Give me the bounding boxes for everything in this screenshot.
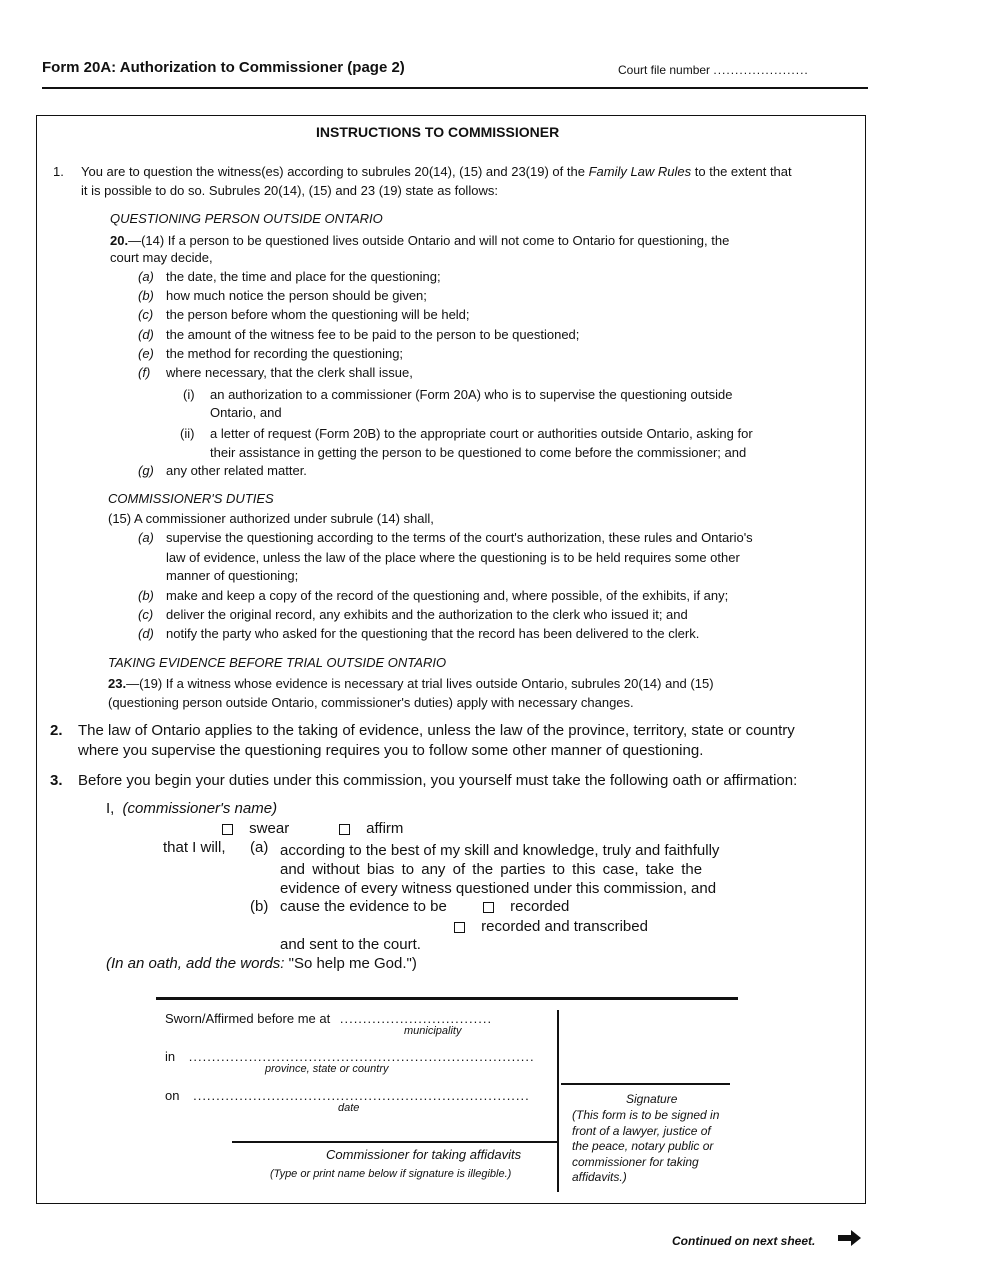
affirm-checkbox[interactable] <box>339 824 350 835</box>
recorded-option[interactable] <box>483 898 569 915</box>
list-item-text: notify the party who asked for the questioning that the record has been delivered to the clerk. <box>166 626 700 642</box>
sec1-sub-i-label: (i) <box>183 387 195 402</box>
court-file-dots: ...................... <box>713 63 809 77</box>
sec3-rule-line1 <box>108 676 714 691</box>
list-item <box>138 346 579 365</box>
oath-a-label: (a) <box>250 839 269 856</box>
recorded-transcribed-option[interactable] <box>454 918 648 935</box>
list-item <box>138 327 579 346</box>
sec3-rule-line2: (questioning person outside Ontario, commissioner's duties) apply with necessary changes. <box>108 695 634 710</box>
oath-name-line <box>106 800 277 817</box>
list-item-label: (f) <box>138 364 151 380</box>
in-line <box>165 1049 535 1064</box>
date-field[interactable]: ......................................................................... <box>193 1088 530 1103</box>
right-arrow-icon <box>838 1229 862 1252</box>
recorded-transcribed-checkbox[interactable] <box>454 922 465 933</box>
affirm-option[interactable] <box>339 820 403 837</box>
item2-line1: The law of Ontario applies to the taking of evidence, unless the law of the province, territory, state or country <box>78 722 795 739</box>
sec3-rule-text: —(19) If a witness whose evidence is necessary at trial lives outside Ontario, subrules 20(14) and (15) <box>126 676 714 691</box>
list-item-text: the method for recording the questioning; <box>166 345 404 361</box>
oath-note-italic: (In an oath, add the words: <box>106 955 285 972</box>
instructions-heading: INSTRUCTIONS TO COMMISSIONER <box>316 124 560 140</box>
commissioner-name-field: (commissioner's name) <box>122 800 278 817</box>
list-item-label: (c) <box>138 607 154 623</box>
list-item-label: (c) <box>138 307 154 323</box>
oath-sent: and sent to the court. <box>280 936 421 953</box>
list-item <box>138 288 579 307</box>
oath-b-label: (b) <box>250 898 269 915</box>
municipality-field[interactable]: ................................. <box>339 1011 493 1026</box>
in-label: in <box>165 1049 176 1064</box>
form-title: Form 20A: Authorization to Commissioner (page 2) <box>42 59 405 76</box>
sec1-g-label: (g) <box>138 463 154 478</box>
signature-note-line: the peace, notary public or <box>572 1139 714 1153</box>
municipality-caption: municipality <box>404 1025 462 1037</box>
family-law-rules: Family Law Rules <box>588 164 692 179</box>
signature-label: Signature <box>626 1092 678 1106</box>
list-item <box>138 307 579 326</box>
oath-i-label: I, <box>106 800 115 817</box>
list-item <box>138 626 728 645</box>
on-label: on <box>165 1088 180 1103</box>
signature-divider <box>557 1010 559 1192</box>
sec2-title: COMMISSIONER'S DUTIES <box>108 491 274 506</box>
sec1-g-text: any other related matter. <box>166 463 307 478</box>
sec1-sub-i-line1: an authorization to a commissioner (Form 20A) who is to supervise the questioning outside <box>210 387 733 402</box>
oath-a-line1: according to the best of my skill and knowledge, truly and faithfully <box>280 842 720 859</box>
list-item <box>138 269 579 288</box>
signature-note-line: affidavits.) <box>572 1170 627 1184</box>
continued-note: Continued on next sheet. <box>672 1234 816 1248</box>
list-item <box>138 365 579 384</box>
affirm-label: affirm <box>366 820 404 837</box>
sec1-sub-i-line2: Ontario, and <box>210 405 282 420</box>
province-caption: province, state or country <box>265 1063 389 1075</box>
item2-line2: where you supervise the questioning requires you to follow some other manner of questioning. <box>78 742 704 759</box>
list-item-label: (b) <box>138 588 154 603</box>
oath-a-line3: evidence of every witness questioned under this commission, and <box>280 880 717 897</box>
list-item-label: (a) <box>138 269 154 284</box>
sec1-title: QUESTIONING PERSON OUTSIDE ONTARIO <box>110 211 383 226</box>
sec2-rule: (15) A commissioner authorized under subrule (14) shall, <box>108 511 434 526</box>
list-item-text: the date, the time and place for the questioning; <box>166 269 441 284</box>
list-item-text: make and keep a copy of the record of the questioning and, where possible, of the exhibits, if any; <box>166 588 729 603</box>
list-item-text: the person before whom the questioning will be held; <box>166 307 470 323</box>
court-file-label: Court file number <box>618 63 711 77</box>
commissioner-note: (Type or print name below if signature is illegible.) <box>270 1168 512 1180</box>
list-item-text: where necessary, that the clerk shall issue, <box>166 364 413 380</box>
sec2-a-line2: law of evidence, unless the law of the place where the questioning is to be held requires some other <box>166 550 740 565</box>
list-item-label: (b) <box>138 288 154 304</box>
sec1-g <box>138 463 307 478</box>
item3-number: 3. <box>50 772 63 789</box>
swear-checkbox[interactable] <box>222 824 233 835</box>
item1-line1 <box>81 164 856 179</box>
sec1-rule-num: 20. <box>110 233 129 248</box>
oath-b-text: cause the evidence to be <box>280 898 447 915</box>
oath-note-quote: "So help me God.") <box>288 955 417 972</box>
sec1-rule-text: —(14) If a person to be questioned lives outside Ontario and will not come to Ontario for questioning, the <box>128 233 730 248</box>
commissioner-signature-line <box>232 1141 557 1143</box>
oath-note <box>106 955 417 972</box>
oath-a-line2: and without bias to any of the parties to this case, take the <box>280 861 703 878</box>
list-item-label: (e) <box>138 345 154 361</box>
list-item-label: (d) <box>138 626 154 642</box>
sec1-sub-ii-line1: a letter of request (Form 20B) to the appropriate court or authorities outside Ontario, asking for <box>210 426 753 441</box>
sec1-rule-line2: court may decide, <box>110 250 213 265</box>
item1-line1-end: to the extent that <box>694 164 792 179</box>
signature-line <box>561 1083 730 1085</box>
recorded-label: recorded <box>510 898 570 915</box>
sec1-sub-ii-label: (ii) <box>180 426 195 441</box>
court-file-number <box>618 63 809 77</box>
date-caption: date <box>338 1102 360 1114</box>
list-item <box>138 588 728 607</box>
commissioner-title: Commissioner for taking affidavits <box>326 1147 522 1162</box>
header-rule <box>42 87 868 89</box>
sec2-list <box>138 588 728 646</box>
that-i-will: that I will, <box>163 839 226 856</box>
signature-note-line: (This form is to be signed in <box>572 1108 720 1122</box>
sworn-line <box>165 1011 492 1026</box>
sec1-sub-ii-line2: their assistance in getting the person to be questioned to come before the commissioner; and <box>210 445 747 460</box>
sec2-a-line3: manner of questioning; <box>166 568 299 583</box>
sworn-label: Sworn/Affirmed before me at <box>165 1011 331 1026</box>
list-item-label: (d) <box>138 326 154 342</box>
list-item-text: how much notice the person should be given; <box>166 288 427 304</box>
sec3-rule-num: 23. <box>108 676 127 691</box>
signature-note-line: front of a lawyer, justice of <box>572 1123 711 1138</box>
sec2-a-label: (a) <box>138 530 154 545</box>
list-item-text: the amount of the witness fee to be paid to the person to be questioned; <box>166 326 580 342</box>
signature-note-line: commissioner for taking <box>572 1154 699 1169</box>
on-line <box>165 1088 530 1103</box>
list-item <box>138 607 728 626</box>
sec3-title: TAKING EVIDENCE BEFORE TRIAL OUTSIDE ONTARIO <box>108 655 447 670</box>
item3-text: Before you begin your duties under this commission, you yourself must take the following oath or affirmation: <box>78 772 798 789</box>
sec1-rule-line1 <box>110 233 729 248</box>
item1-number: 1. <box>53 164 64 179</box>
item1-line1-text: You are to question the witness(es) according to subrules 20(14), (15) and 23(19) of the <box>81 164 585 179</box>
sec2-a-line1: supervise the questioning according to the terms of the court's authorization, these rules and Ontario's <box>166 530 753 545</box>
sec1-list <box>138 269 579 384</box>
recorded-checkbox[interactable] <box>483 902 494 913</box>
list-item-text: deliver the original record, any exhibits and the authorization to the clerk who issued it; and <box>166 607 688 623</box>
item1-line2: it is possible to do so. Subrules 20(14), (15) and 23 (19) state as follows: <box>81 183 498 198</box>
recorded-transcribed-label: recorded and transcribed <box>481 918 648 935</box>
signature-note <box>572 1108 732 1186</box>
item2-number: 2. <box>50 722 63 739</box>
swear-label: swear <box>249 820 290 837</box>
province-field[interactable]: ........................................................................... <box>188 1049 535 1064</box>
swear-option[interactable] <box>222 820 289 837</box>
signature-block-top-rule <box>156 997 738 1000</box>
